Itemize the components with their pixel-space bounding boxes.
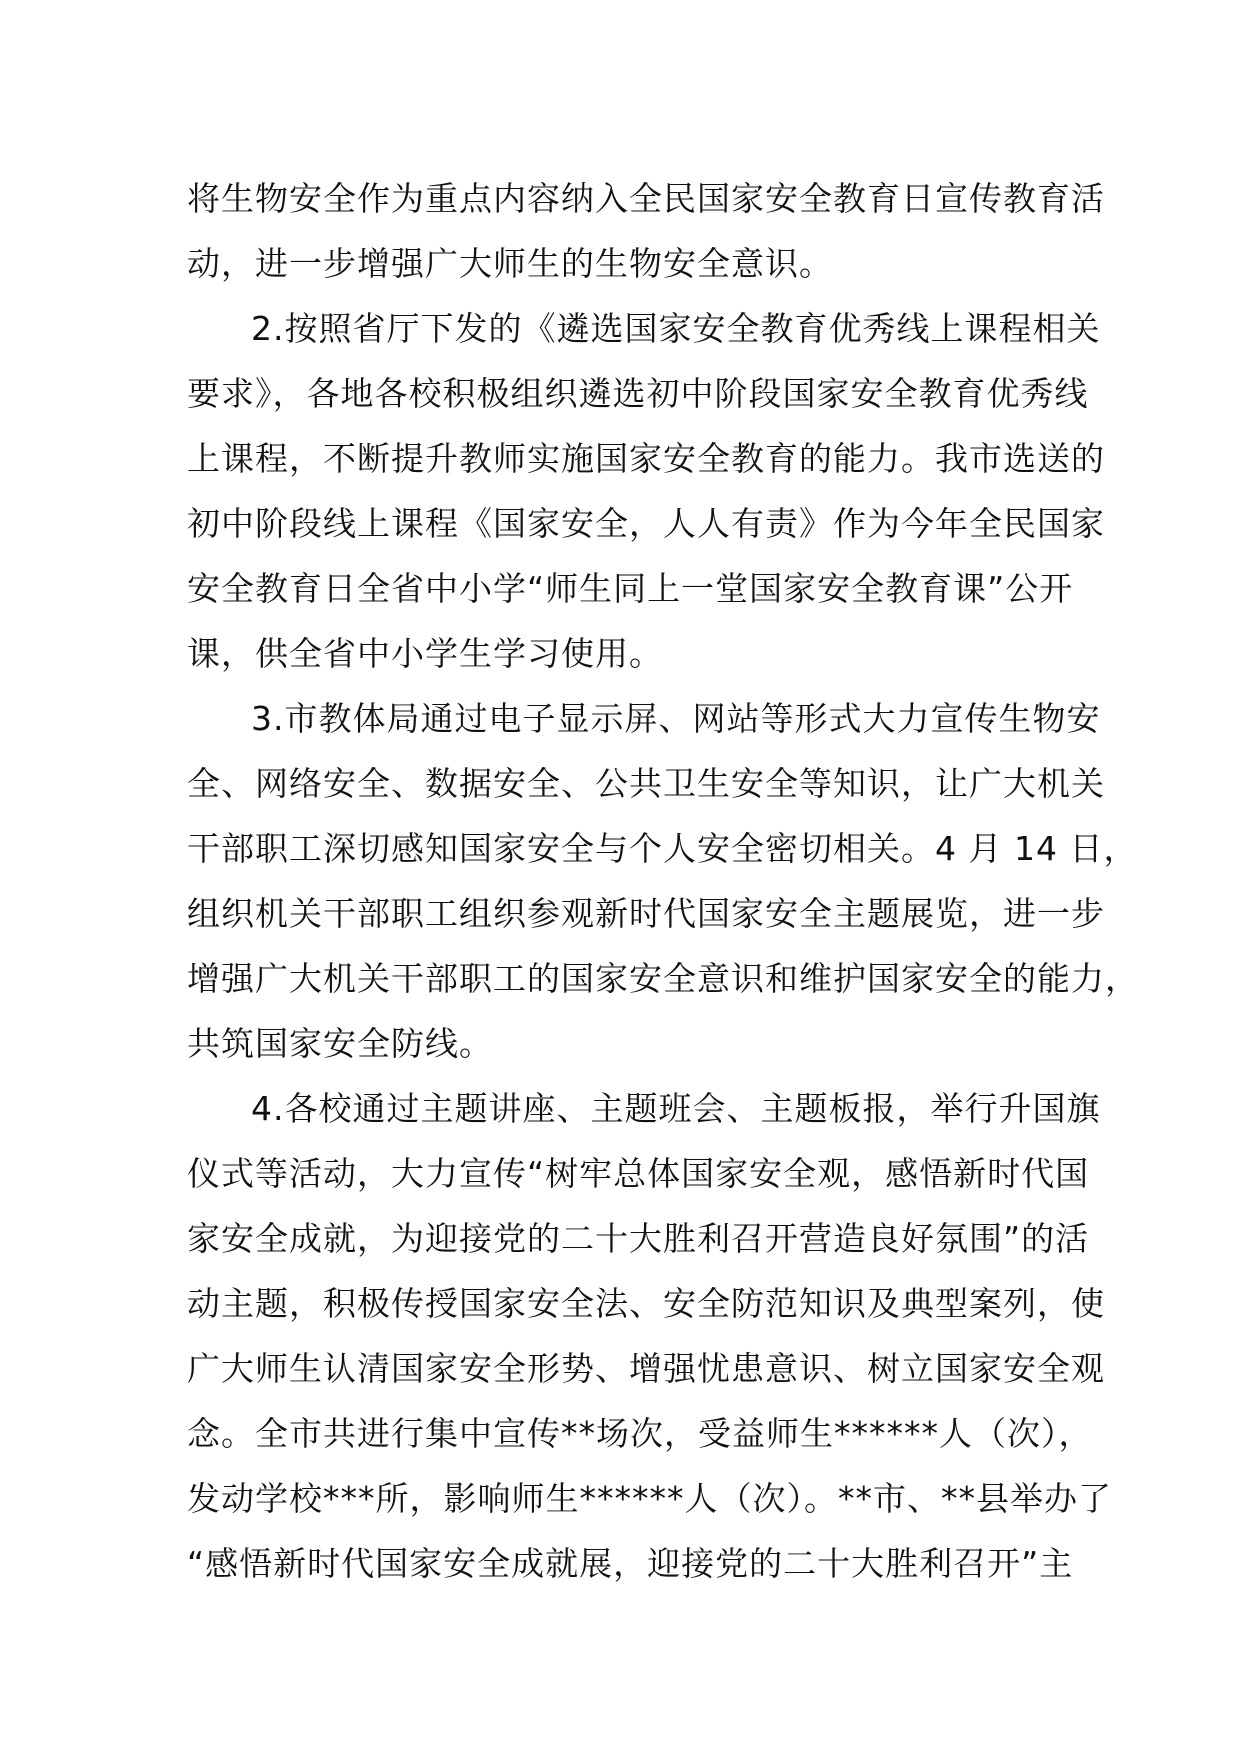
text-line: 增强广大机关干部职工的国家安全意识和维护国家安全的能力， [187, 959, 1139, 998]
text-line: 4.各校通过主题讲座、主题班会、主题板报，举行升国旗 [251, 1089, 1101, 1128]
text-line: 组织机关干部职工组织参观新时代国家安全主题展览，进一步 [187, 894, 1105, 933]
text-line: 共筑国家安全防线。 [187, 1024, 493, 1063]
text-line: 2.按照省厅下发的《遴选国家安全教育优秀线上课程相关 [251, 309, 1101, 348]
text-line: 仪式等活动，大力宣传“树牢总体国家安全观，感悟新时代国 [187, 1154, 1090, 1193]
text-line: 要求》，各地各校积极组织遴选初中阶段国家安全教育优秀线 [187, 374, 1089, 413]
text-line: 干部职工深切感知国家安全与个人安全密切相关。4 月 14 日， [187, 829, 1138, 868]
text-line: 动主题，积极传授国家安全法、安全防范知识及典型案列，使 [187, 1284, 1105, 1323]
text-line: 将生物安全作为重点内容纳入全民国家安全教育日宣传教育活 [187, 179, 1105, 218]
text-line: 课，供全省中小学生学习使用。 [187, 634, 663, 673]
text-line: 3.市教体局通过电子显示屏、网站等形式大力宣传生物安 [251, 699, 1101, 738]
text-line: 念。全市共进行集中宣传**场次，受益师生******人（次）， [187, 1414, 1093, 1453]
text-line: 初中阶段线上课程《国家安全，人人有责》作为今年全民国家 [187, 504, 1105, 543]
text-line: 家安全成就，为迎接党的二十大胜利召开营造良好氛围”的活 [187, 1219, 1090, 1258]
text-line: 安全教育日全省中小学“师生同上一堂国家安全教育课”公开 [187, 569, 1074, 608]
text-line: 上课程，不断提升教师实施国家安全教育的能力。我市选送的 [187, 439, 1105, 478]
text-line: 发动学校***所，影响师生******人（次）。**市、**县举办了 [187, 1479, 1112, 1518]
text-line: 广大师生认清国家安全形势、增强忧患意识、树立国家安全观 [187, 1349, 1105, 1388]
text-line: 动，进一步增强广大师生的生物安全意识。 [187, 244, 833, 283]
text-line: 全、网络安全、数据安全、公共卫生安全等知识，让广大机关 [187, 764, 1105, 803]
body-text [187, 166, 1139, 1596]
text-line: “感悟新时代国家安全成就展，迎接党的二十大胜利召开”主 [187, 1544, 1074, 1583]
